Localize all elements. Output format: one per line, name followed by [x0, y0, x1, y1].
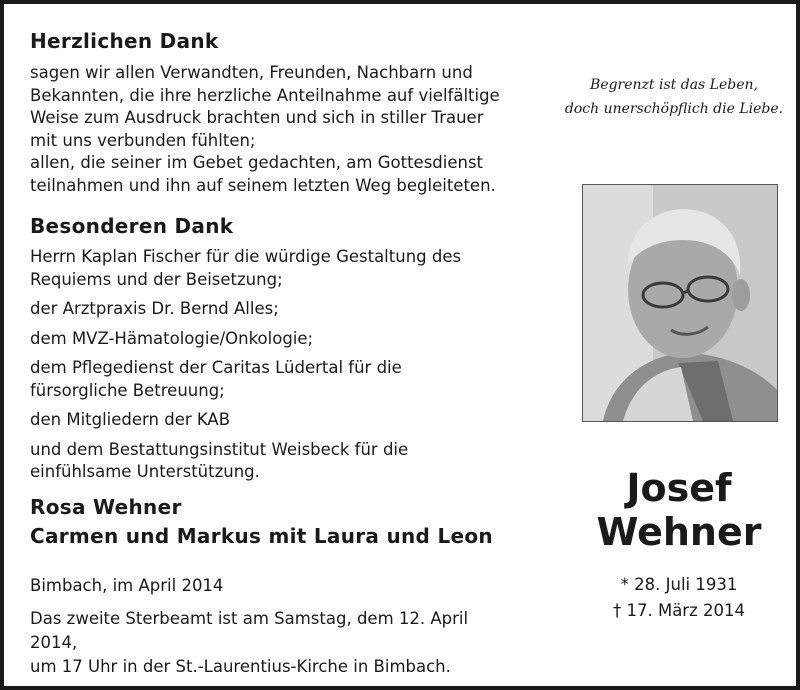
thanks-line: mit uns verbunden fühlten; [30, 130, 256, 150]
thanks-line: Weise zum Ausdruck brachten und sich in stiller Trauer [30, 108, 484, 127]
special-thanks-item: dem Pflegedienst der Caritas Lüdertal für die fürsorgliche Betreuung; [30, 358, 402, 400]
motto-line: Begrenzt ist das Leben, [590, 77, 758, 93]
birth-date: * 28. Juli 1931 [620, 575, 738, 594]
signatory-line: Rosa Wehner [30, 494, 182, 519]
thanks-line: Bekannten, die ihre herzliche Anteilnahme auf vielfältige [30, 85, 500, 105]
death-date: † 17. März 2014 [612, 601, 745, 620]
special-thanks-item: den Mitgliedern der KAB [30, 410, 231, 429]
signatory-line: Carmen und Markus mit Laura und Leon [30, 523, 493, 548]
thanks-heading: Herzlichen Dank [30, 29, 219, 53]
special-thanks-item: dem MVZ-Hämatologie/Onkologie; [30, 328, 314, 348]
thanks-line: allen, die seiner im Gebet gedachten, am Gottesdienst [30, 153, 484, 172]
place-date: Bimbach, im April 2014 [30, 575, 224, 595]
deceased-name [564, 466, 794, 554]
motto [564, 73, 784, 121]
special-thanks-item: Herrn Kaplan Fischer für die würdige Gestaltung des Requiems und der Beisetzung; [30, 247, 462, 289]
signatories [30, 493, 500, 551]
special-thanks-item: und dem Bestattungsinstitut Weisbeck für die einfühlsame Unterstützung. [30, 439, 409, 481]
motto-line: doch unerschöpflich die Liebe. [564, 101, 784, 117]
portrait-illustration [583, 185, 777, 421]
thanks-line: teilnahmen und ihn auf seinem letzten Weg begleiteten. [30, 175, 496, 195]
special-thanks-item: der Arztpraxis Dr. Bernd Alles; [30, 299, 279, 318]
service-notice-line: um 17 Uhr in der St.-Laurentius-Kirche in Bimbach. [30, 656, 451, 676]
deceased-first-name: Josef [626, 466, 732, 510]
left-column [30, 28, 500, 679]
service-notice [30, 607, 500, 679]
thanks-line: sagen wir allen Verwandten, Freunden, Nachbarn und [30, 63, 473, 82]
special-thanks-heading: Besonderen Dank [30, 214, 234, 238]
portrait-photo [582, 184, 778, 422]
special-thanks-list [30, 246, 500, 484]
service-notice-line: Das zweite Sterbeamt ist am Samstag, dem 12. April 2014, [30, 608, 469, 652]
thanks-text [30, 62, 500, 197]
life-dates [564, 572, 794, 624]
deceased-last-name: Wehner [596, 510, 762, 554]
